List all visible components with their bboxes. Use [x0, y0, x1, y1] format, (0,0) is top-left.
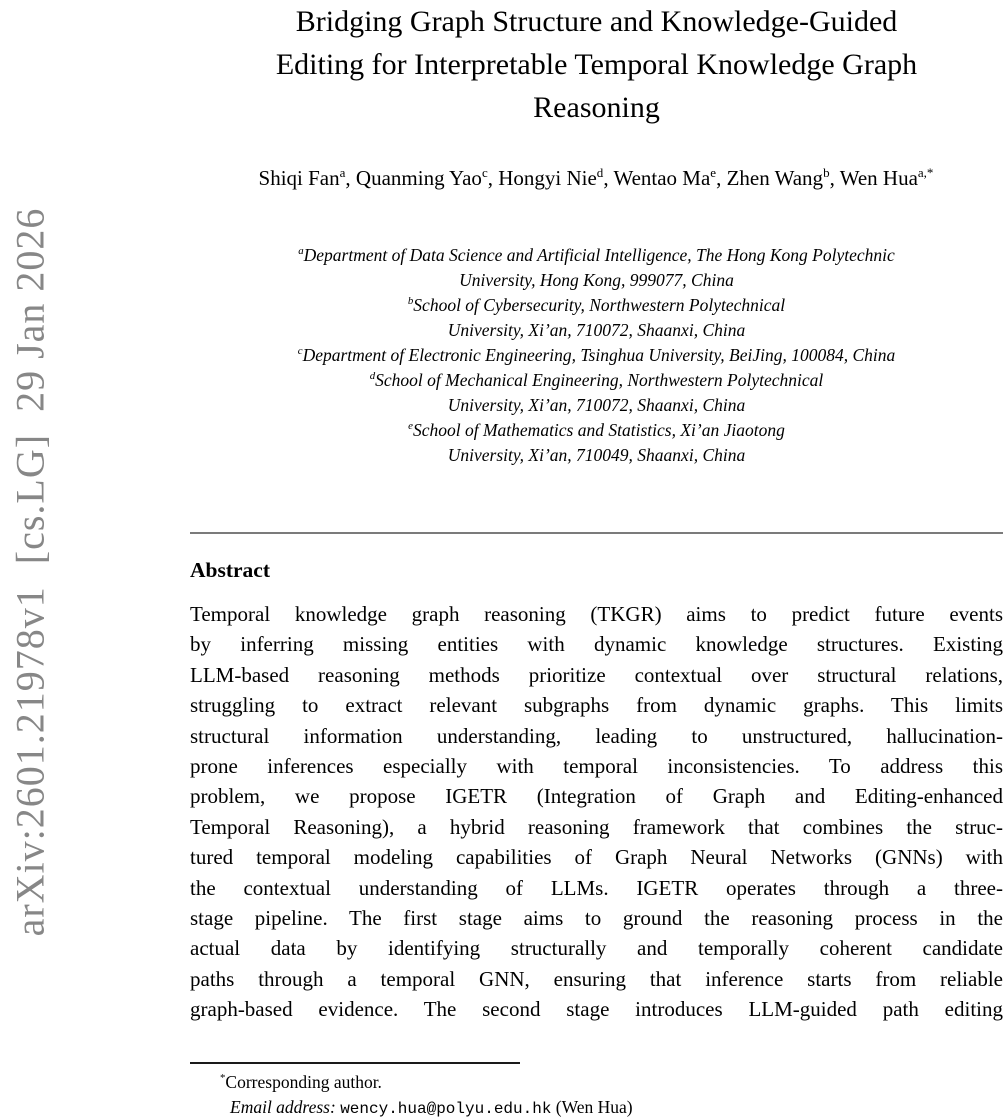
- author: Shiqi Fan$^a$: [258, 165, 346, 190]
- email-label: Email address:: [230, 1097, 336, 1117]
- affiliation-mark: c: [297, 345, 303, 358]
- abstract-text: [190, 599, 1003, 1025]
- affiliation-mark: a: [298, 245, 304, 258]
- affiliation-line: $^a$Department of Data Science and Artificial Intelligence, The Hong Kong Polytechnic: [298, 245, 895, 265]
- paper-title: [190, 0, 1003, 129]
- affiliation-line: $^b$School of Cybersecurity, Northwestern Polytechnical: [407, 295, 786, 315]
- affiliation-mark: e: [408, 420, 413, 433]
- abstract-line: stage pipeline. The first stage aims to ground the reasoning process in the: [190, 906, 1003, 931]
- abstract-line: graph-based evidence. The second stage introduces LLM-guided path editing: [190, 997, 1003, 1022]
- abstract-line: tured temporal modeling capabilities of Graph Neural Networks (GNNs) with: [190, 845, 1003, 870]
- abstract-line: by inferring missing entities with dynamic knowledge structures. Existing: [190, 632, 1003, 657]
- email-address: wency.hua@polyu.edu.hk: [340, 1100, 552, 1117]
- abstract-line: paths through a temporal GNN, ensuring that inference starts from reliable: [190, 966, 1003, 991]
- title-line: Reasoning: [533, 91, 660, 124]
- author: Quanming Yao$^c$: [355, 165, 488, 190]
- author: Wen Hua$^{a,*}$: [839, 165, 934, 190]
- email-line: [190, 1095, 1003, 1117]
- abstract-line: prone inferences especially with temporal inconsistencies. To address this: [190, 754, 1003, 779]
- abstract-line: Temporal Reasoning), a hybrid reasoning framework that combines the struc-: [190, 814, 1003, 839]
- author-affiliation-mark: a: [339, 165, 346, 180]
- footnote-divider-rule: [190, 1062, 520, 1064]
- abstract-heading: Abstract: [190, 558, 271, 582]
- footnote-marker: *: [220, 1072, 226, 1085]
- author-affiliation-mark: e: [710, 165, 717, 180]
- abstract-line: structural information understanding, leading to unstructured, hallucination-: [190, 723, 1003, 748]
- email-suffix: (Wen Hua): [555, 1097, 633, 1117]
- arxiv-watermark: arXiv:2601.21978v1 [cs.LG] 29 Jan 2026: [7, 207, 53, 937]
- corresponding-author-note: [190, 1070, 1003, 1095]
- title-line: Editing for Interpretable Temporal Knowledge Graph: [275, 48, 918, 81]
- abstract-line: Temporal knowledge graph reasoning (TKGR) aims to predict future events: [190, 602, 1003, 626]
- author-affiliation-mark: a,*: [917, 165, 934, 180]
- author: Wentao Ma$^e$: [613, 165, 717, 190]
- abstract-line: actual data by identifying structurally and temporally coherent candidate: [190, 936, 1003, 961]
- affiliation-list: [190, 243, 1003, 468]
- affiliation-mark: d: [369, 370, 376, 383]
- abstract-line: problem, we propose IGETR (Integration of Graph and Editing-enhanced: [190, 784, 1003, 809]
- author-affiliation-mark: c: [481, 165, 488, 180]
- abstract-line: LLM-based reasoning methods prioritize contextual over structural relations,: [190, 662, 1003, 687]
- abstract-line: the contextual understanding of LLMs. IGETR operates through a three-: [190, 875, 1003, 900]
- abstract-divider-rule: [190, 532, 1003, 534]
- affiliation-line: $^d$School of Mechanical Engineering, Northwestern Polytechnical: [369, 370, 824, 390]
- footnote-note-text: Corresponding author.: [225, 1072, 382, 1092]
- affiliation-line: University, Xi’an, 710072, Shaanxi, China: [447, 395, 746, 415]
- footnote: [190, 1070, 1003, 1117]
- author: Zhen Wang$^b$: [726, 165, 830, 190]
- author-affiliation-mark: d: [596, 165, 604, 180]
- affiliation-line: University, Xi’an, 710049, Shaanxi, China: [447, 445, 746, 465]
- affiliation-line: University, Hong Kong, 999077, China: [459, 270, 734, 290]
- title-line: Bridging Graph Structure and Knowledge-Guided: [295, 5, 898, 38]
- abstract-line: struggling to extract relevant subgraphs from dynamic graphs. This limits: [190, 693, 1003, 718]
- affiliation-line: University, Xi’an, 710072, Shaanxi, China: [447, 320, 746, 340]
- author-list: Shiqi Fan$^a$, Quanming Yao$^c$, Hongyi Nie$^d$, Wentao Ma$^e$, Zhen Wang$^b$, Wen Hua$^{a,*}$: [258, 165, 934, 190]
- affiliation-line: $^c$Department of Electronic Engineering, Tsinghua University, BeiJing, 100084, China: [297, 345, 896, 365]
- author: Hongyi Nie$^d$: [498, 165, 604, 190]
- paper-main-column: [190, 0, 1003, 1117]
- author-affiliation-mark: b: [823, 165, 830, 180]
- affiliation-line: $^e$School of Mathematics and Statistics, Xi’an Jiaotong: [408, 420, 785, 440]
- affiliation-mark: b: [407, 295, 414, 308]
